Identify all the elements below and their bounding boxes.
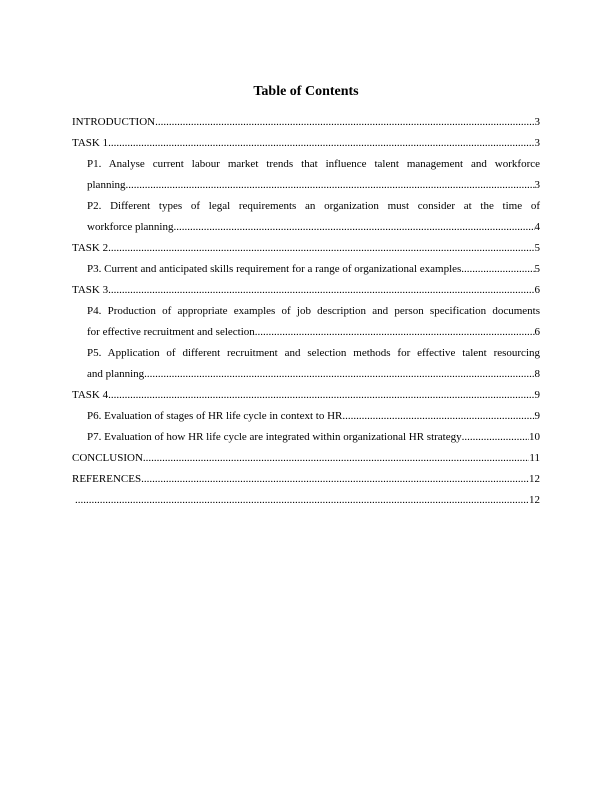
toc-entry-text: TASK 2: [72, 242, 109, 254]
toc-entry-text: REFERENCES: [72, 473, 142, 485]
toc-entry-text: and planning: [87, 368, 145, 380]
toc-page-number: 6: [534, 326, 540, 338]
dot-leader: [342, 406, 534, 427]
toc-entry-conclusion[interactable]: [72, 448, 540, 469]
toc-entry-task-1[interactable]: [72, 133, 540, 154]
toc-entry-text: workforce planning: [87, 221, 174, 233]
dot-leader: [108, 133, 534, 154]
toc-entry-line1: P1. Analyse current labour market trends that influence talent management and workforce: [87, 158, 540, 170]
toc-page-number: 5: [534, 263, 540, 275]
toc-entry-line1: P2. Different types of legal requirements an organization must consider at the time of: [87, 200, 540, 212]
toc-page-number: 6: [534, 284, 540, 296]
toc-page-number: 3: [534, 137, 540, 149]
dot-leader: [108, 280, 534, 301]
toc-entry-p6[interactable]: [72, 406, 540, 427]
dot-leader: [126, 175, 535, 196]
dot-leader: [75, 490, 529, 511]
toc-entry-text: P6. Evaluation of stages of HR life cycle in context to HR: [87, 410, 343, 422]
toc-entry-p7[interactable]: [72, 427, 540, 448]
toc-entry-task-4[interactable]: [72, 385, 540, 406]
toc-page-number: 4: [534, 221, 540, 233]
dot-leader: [461, 259, 534, 280]
toc-entry-text: TASK 1: [72, 137, 109, 149]
toc-entry-text: CONCLUSION: [72, 452, 143, 464]
toc-entry-line1: P5. Application of different recruitment and selection methods for effective talent resourcing: [87, 347, 540, 359]
dot-leader: [108, 238, 534, 259]
toc-entry-task-3[interactable]: [72, 280, 540, 301]
dot-leader: [255, 322, 535, 343]
toc-entry-text: for effective recruitment and selection: [87, 326, 255, 338]
toc-entry-p5[interactable]: [72, 343, 540, 385]
toc-entry-p2[interactable]: [72, 196, 540, 238]
toc-entry-text: planning: [87, 179, 126, 191]
dot-leader: [143, 448, 530, 469]
dot-leader: [141, 469, 529, 490]
toc-entry-line1: P4. Production of appropriate examples of job description and person specification documents: [87, 305, 540, 317]
toc-entry-p4[interactable]: [72, 301, 540, 343]
toc-entry-p3[interactable]: [72, 259, 540, 280]
dot-leader: [462, 427, 529, 448]
toc-page-number: 11: [529, 452, 540, 464]
toc-entry-text: INTRODUCTION: [72, 116, 156, 128]
dot-leader: [108, 385, 534, 406]
toc-entry-p1[interactable]: [72, 154, 540, 196]
dot-leader: [144, 364, 534, 385]
toc-entry-text: TASK 3: [72, 284, 109, 296]
toc-list: [72, 112, 540, 511]
toc-page-number: 5: [534, 242, 540, 254]
dot-leader: [155, 112, 534, 133]
toc-title: Table of Contents: [253, 84, 359, 99]
toc-entry-introduction[interactable]: [72, 112, 540, 133]
toc-page-number: 3: [534, 116, 540, 128]
toc-page-number: 3: [534, 179, 540, 191]
toc-entry-text: P7. Evaluation of how HR life cycle are integrated within organizational HR strategy: [87, 431, 462, 443]
toc-page-number: 9: [534, 410, 540, 422]
toc-entry-task-2[interactable]: [72, 238, 540, 259]
toc-page-number: 12: [529, 494, 540, 506]
toc-entry-references[interactable]: [72, 469, 540, 490]
toc-entry-text: P3. Current and anticipated skills requirement for a range of organizational examples: [87, 263, 462, 275]
toc-page-number: 9: [534, 389, 540, 401]
toc-entry-untitled[interactable]: [72, 490, 540, 511]
toc-page-number: 10: [529, 431, 540, 443]
dot-leader: [173, 217, 534, 238]
toc-page-number: 8: [534, 368, 540, 380]
toc-entry-text: TASK 4: [72, 389, 109, 401]
toc-page-number: 12: [529, 473, 540, 485]
